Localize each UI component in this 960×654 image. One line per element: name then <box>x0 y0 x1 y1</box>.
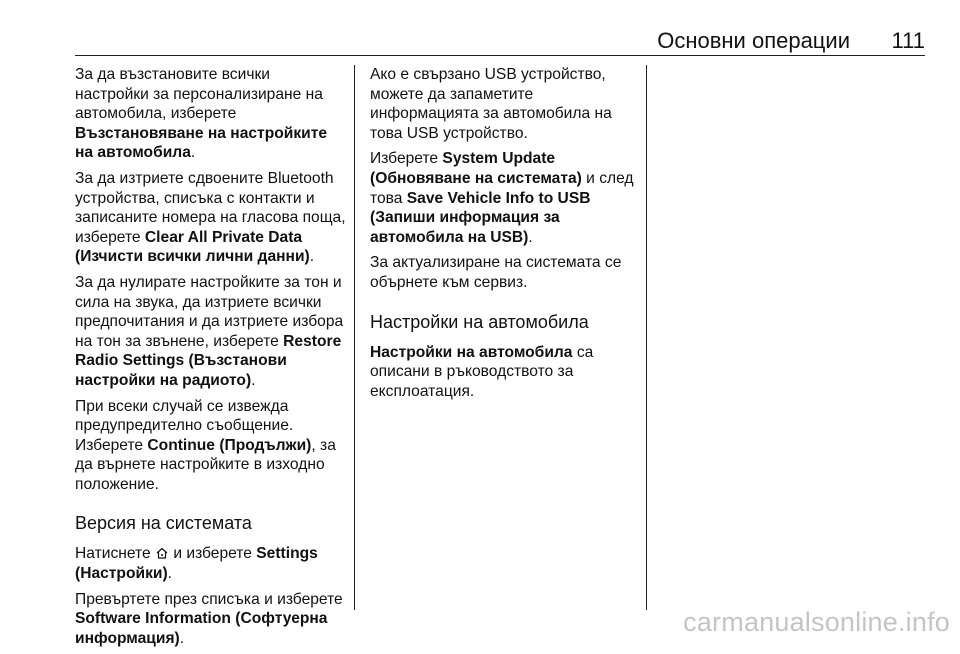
paragraph-clear-private: За да изтриете сдвоените Bluetooth устройства, списъка с контакти и записаните номера на гласова поща, изберете Clear All Private Data (Изчисти всички лични данни). <box>75 169 346 266</box>
menu-option-restore-vehicle-settings: Възстановяване на настройките на автомобила <box>75 124 328 162</box>
column-divider <box>354 65 355 610</box>
page-header <box>75 26 925 56</box>
section-heading-vehicle-settings: Настройки на автомобила <box>370 311 589 332</box>
paragraph-usb-info: Ако е свързано USB устройство, можете да запаметите информацията за автомобила на това USB устройство. <box>370 66 612 142</box>
section-heading-system-version: Версия на системата <box>75 513 252 534</box>
header-rule <box>75 55 925 56</box>
paragraph-warning: При всеки случай се извежда предупредително съобщение. Изберете Continue (Продължи), за да върнете настройките в изходно положение. <box>75 397 336 493</box>
column-divider-right <box>646 65 647 610</box>
menu-option-restore-radio-settings: Restore Radio Settings (Възстанови настройки на радиото) <box>75 332 342 389</box>
page-title: Основни операции <box>657 28 850 53</box>
paragraph-restore-radio: За да нулирате настройките за тон и сила на звука, да изтриете всички предпочитания и да изтриете избора на тон за звънене, изберете Restore Radio Settings (Възстанови настройки на радиото). <box>75 273 344 389</box>
paragraph-service: За актуализиране на системата се обърнете към сервиз. <box>370 254 622 291</box>
paragraph-press-home: Натиснете и изберете Settings (Настройки). <box>75 545 318 583</box>
paragraph-vehicle-settings: Настройки на автомобила са описани в ръководството за експлоатация. <box>370 343 594 400</box>
home-icon <box>155 546 169 560</box>
paragraph-software-info: Превъртете през списъка и изберете Software Information (Софтуерна информация). <box>75 590 343 647</box>
watermark: carmanualsonline.info <box>683 607 950 637</box>
menu-option-clear-private-data: Clear All Private Data (Изчисти всички лични данни) <box>75 228 310 266</box>
menu-option-settings: Settings (Настройки) <box>75 545 318 583</box>
menu-option-save-vehicle-info: Save Vehicle Info to USB (Запиши информация за автомобила на USB) <box>370 189 591 246</box>
menu-option-continue: Continue (Продължи) <box>147 436 312 454</box>
paragraph-system-update: Изберете System Update (Обновяване на системата) и след това Save Vehicle Info to USB (Запиши информация за автомобила на USB). <box>370 150 634 246</box>
left-column <box>75 65 347 654</box>
page-number: 111 <box>891 28 925 53</box>
menu-option-system-update: System Update (Обновяване на системата) <box>370 150 582 187</box>
menu-option-software-information: Software Information (Софтуерна информация) <box>75 610 328 647</box>
vehicle-settings-term: Настройки на автомобила <box>370 343 573 361</box>
paragraph-restore-vehicle: За да възстановите всички настройки за персонализиране на автомобила, изберете Възстановяване на настройките на автомобила. <box>75 66 328 162</box>
right-column <box>370 65 640 407</box>
